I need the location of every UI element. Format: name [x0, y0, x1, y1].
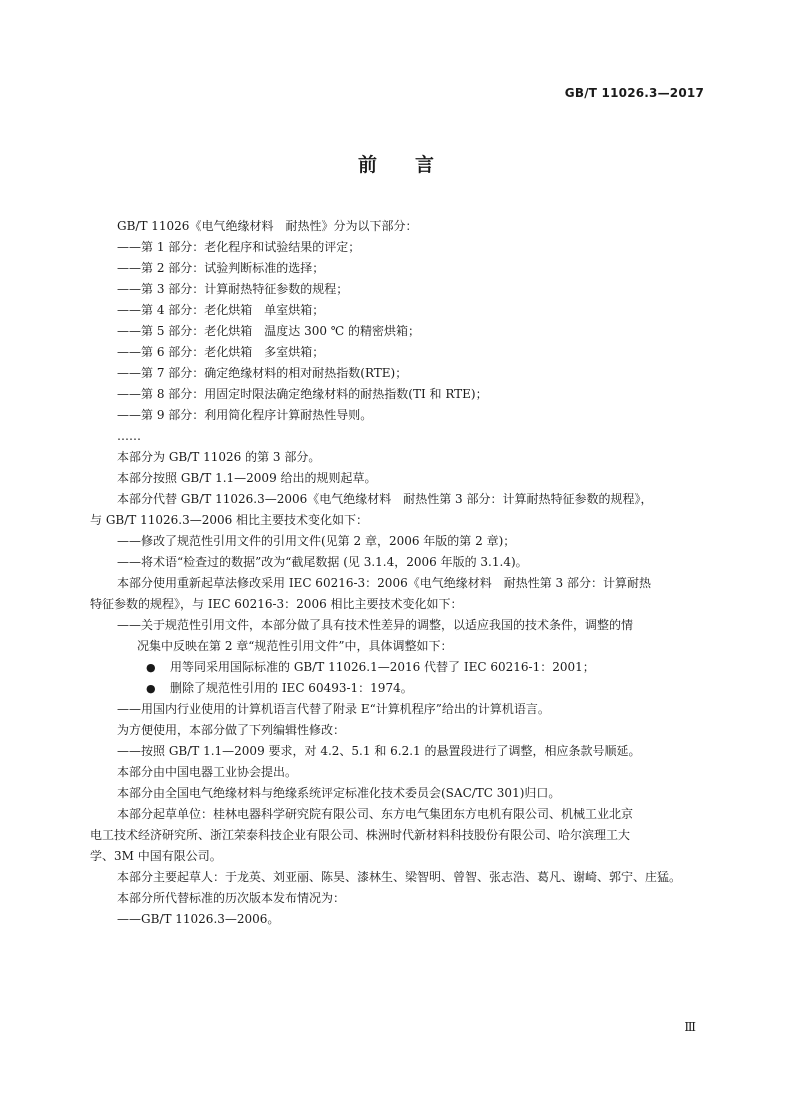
foreword-body — [90, 216, 704, 930]
list-item: ——第 5 部分：老化烘箱 温度达 300 ℃ 的精密烘箱； — [117, 324, 421, 338]
paragraph: 本部分为 GB/T 11026 的第 3 部分。 — [117, 450, 321, 464]
paragraph: 为方便使用，本部分做了下列编辑性修改： — [117, 723, 346, 737]
list-item-continuation: 况集中反映在第 2 章“规范性引用文件”中，具体调整如下： — [137, 639, 453, 653]
paragraph: 本部分主要起草人：于龙英、刘亚丽、陈昊、漆林生、梁智明、曾智、张志浩、葛凡、谢崎、郭宁、庄猛。 — [117, 870, 682, 884]
page-number: Ⅲ — [684, 1020, 696, 1034]
paragraph-continuation: 与 GB/T 11026.3—2006 相比主要技术变化如下： — [90, 513, 369, 527]
paragraph: 本部分由中国电器工业协会提出。 — [117, 765, 298, 779]
list-item: ——第 9 部分：利用简化程序计算耐热性导则。 — [117, 408, 373, 422]
list-item: ——GB/T 11026.3—2006。 — [117, 912, 280, 926]
paragraph: 本部分由全国电气绝缘材料与绝缘系统评定标准化技术委员会(SAC/TC 301)归口。 — [117, 786, 561, 800]
list-item: ——第 8 部分：用固定时限法确定绝缘材料的耐热指数(TI 和 RTE)； — [117, 387, 488, 401]
bullet-item — [90, 678, 704, 699]
list-item: ——第 6 部分：老化烘箱 多室烘箱； — [117, 345, 325, 359]
standard-code: GB/T 11026.3—2017 — [564, 86, 704, 100]
list-item: ——将术语“检查过的数据”改为“截尾数据 (见 3.1.4，2006 年版的 3.1.4)。 — [117, 555, 528, 569]
paragraph-continuation: 特征参数的规程》，与 IEC 60216-3：2006 相比主要技术变化如下： — [90, 597, 463, 611]
list-item: ——第 4 部分：老化烘箱 单室烘箱； — [117, 303, 325, 317]
bullet-text: 删除了规范性引用的 IEC 60493-1：1974。 — [170, 681, 413, 695]
paragraph: 本部分所代替标准的历次版本发布情况为： — [117, 891, 346, 905]
list-item: ——第 3 部分：计算耐热特征参数的规程； — [117, 282, 349, 296]
bullet-text: 用等同采用国际标准的 GB/T 11026.1—2016 代替了 IEC 60216-1：2001； — [170, 660, 595, 674]
title-char-2: 言 — [415, 154, 435, 176]
page-title — [0, 150, 792, 177]
bullet-icon: ● — [146, 661, 156, 674]
list-item: ——第 1 部分：老化程序和试验结果的评定； — [117, 240, 361, 254]
list-item: ——关于规范性引用文件，本部分做了具有技术性差异的调整，以适应我国的技术条件，调整的情 — [117, 618, 634, 632]
paragraph-continuation: 学、3M 中国有限公司。 — [90, 849, 222, 863]
paragraph: 本部分按照 GB/T 1.1—2009 给出的规则起草。 — [117, 471, 377, 485]
title-char-1: 前 — [357, 154, 377, 176]
list-item: ——用国内行业使用的计算机语言代替了附录 E“计算机程序”给出的计算机语言。 — [117, 702, 550, 716]
paragraph: 本部分起草单位：桂林电器科学研究院有限公司、东方电气集团东方电机有限公司、机械工业北京 — [117, 807, 634, 821]
paragraph: 本部分代替 GB/T 11026.3—2006《电气绝缘材料 耐热性第 3 部分：计算耐热特征参数的规程》， — [117, 492, 653, 506]
list-item: ——第 2 部分：试验判断标准的选择； — [117, 261, 325, 275]
paragraph-continuation: 电工技术经济研究所、浙江荣泰科技企业有限公司、株洲时代新材料科技股份有限公司、哈尔滨理工大 — [90, 828, 631, 842]
paragraph: 本部分使用重新起草法修改采用 IEC 60216-3：2006《电气绝缘材料 耐热性第 3 部分：计算耐热 — [117, 576, 651, 590]
ellipsis: …… — [117, 429, 141, 443]
list-item: ——修改了规范性引用文件的引用文件(见第 2 章，2006 年版的第 2 章)； — [117, 534, 516, 548]
paragraph: GB/T 11026《电气绝缘材料 耐热性》分为以下部分： — [117, 219, 418, 233]
list-item: ——第 7 部分：确定绝缘材料的相对耐热指数(RTE)； — [117, 366, 408, 380]
bullet-item — [90, 657, 704, 678]
list-item: ——按照 GB/T 1.1—2009 要求，对 4.2、5.1 和 6.2.1 的悬置段进行了调整，相应条款号顺延。 — [117, 744, 641, 758]
bullet-icon: ● — [146, 682, 156, 695]
